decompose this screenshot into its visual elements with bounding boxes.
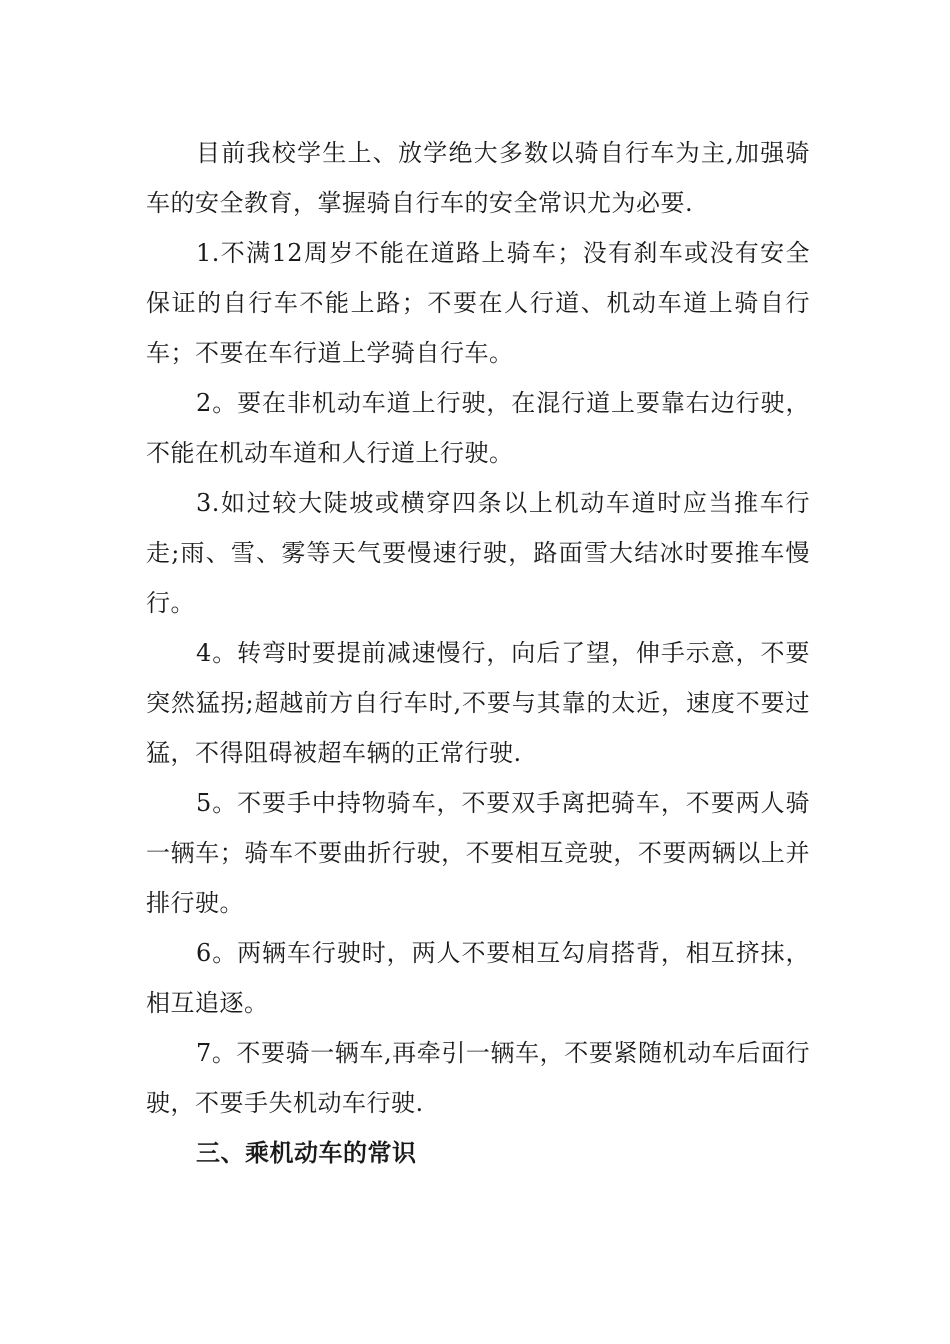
rule-paragraph-7: 7。不要骑一辆车,再牵引一辆车，不要紧随机动车后面行驶，不要手失机动车行驶. — [146, 1039, 810, 1117]
rule-paragraph-1: 1.不满12周岁不能在道路上骑车；没有刹车或没有安全保证的自行车不能上路；不要在人行道、机动车道上骑自行车；不要在车行道上学骑自行车。 — [146, 239, 810, 367]
rule-paragraph-4: 4。转弯时要提前减速慢行，向后了望，伸手示意，不要突然猛拐;超越前方自行车时,不要与其靠的太近，速度不要过猛，不得阻碍被超车辆的正常行驶. — [146, 639, 810, 767]
rule-paragraph-3: 3.如过较大陡坡或横穿四条以上机动车道时应当推车行走;雨、雪、雾等天气要慢速行驶，路面雪大结冰时要推车慢行。 — [146, 489, 810, 617]
intro-paragraph: 目前我校学生上、放学绝大多数以骑自行车为主,加强骑车的安全教育，掌握骑自行车的安全常识尤为必要. — [146, 139, 810, 217]
rule-paragraph-5: 5。不要手中持物骑车，不要双手离把骑车，不要两人骑一辆车；骑车不要曲折行驶，不要相互竞驶，不要两辆以上并排行驶。 — [146, 789, 810, 917]
rule-paragraph-6: 6。两辆车行驶时，两人不要相互勾肩搭背，相互挤抹，相互追逐。 — [146, 939, 810, 1017]
section-heading: 三、乘机动车的常识 — [196, 1139, 417, 1167]
document-body — [146, 128, 810, 1178]
rule-paragraph-2: 2。要在非机动车道上行驶，在混行道上要靠右边行驶，不能在机动车道和人行道上行驶。 — [146, 389, 810, 467]
